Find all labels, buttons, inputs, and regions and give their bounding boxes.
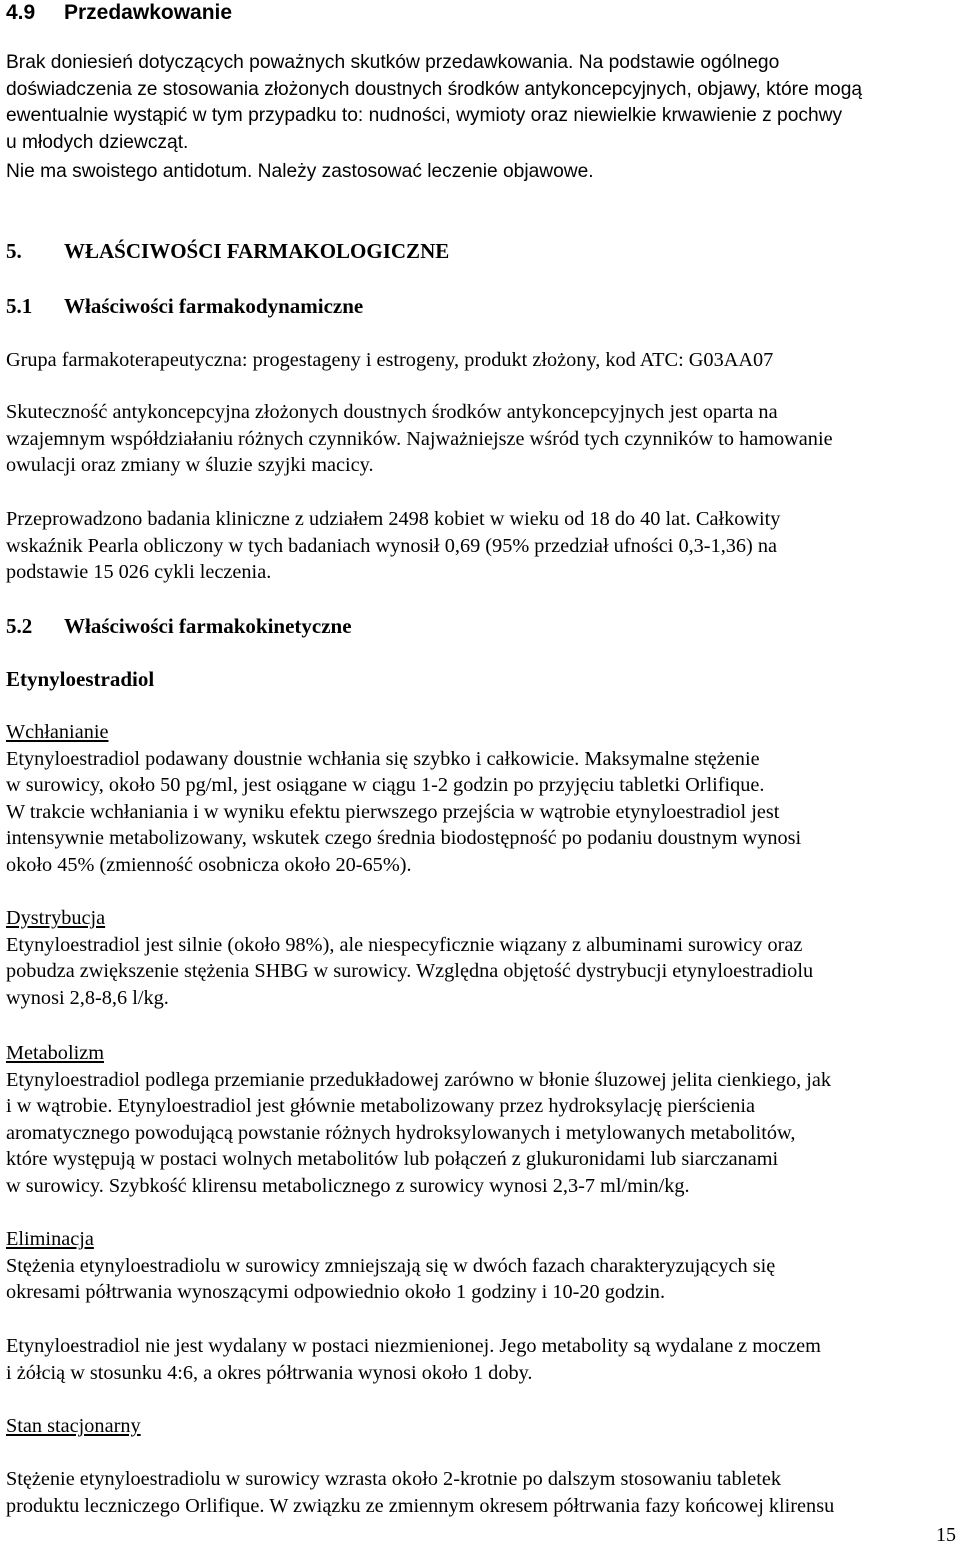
text-line: w surowicy. Szybkość klirensu metabolicznego z surowicy wynosi 2,3-7 ml/min/kg. [6, 1174, 690, 1197]
text-line: intensywnie metabolizowany, wskutek czego średnia biodostępność po podaniu doustnym wynosi [6, 827, 802, 850]
text-line: które występują w postaci wolnych metabolitów lub połączeń z glukuronidami lub siarczanami [6, 1148, 779, 1171]
text-line: okresami półtrwania wynoszącymi odpowiednio około 1 godziny i 10-20 godzin. [6, 1281, 666, 1304]
text-line: Skuteczność antykoncepcyjna złożonych doustnych środków antykoncepcyjnych jest oparta na [6, 401, 778, 423]
text-line: w surowicy, około 50 pg/ml, jest osiągane w ciągu 1-2 godzin po przyjęciu tabletki Orlifique. [6, 774, 765, 797]
text-line: Etynyloestradiol jest silnie (około 98%), ale niespecyficznie wiązany z albuminami surowicy oraz [6, 933, 803, 956]
text-line: u młodych dziewcząt. [6, 131, 189, 153]
metabolism-block [6, 1040, 954, 1200]
section-5-heading [6, 238, 449, 264]
text-line: pobudza zwiększenie stężenia SHBG w surowicy. Względna objętość dystrybucji etynyloestradiolu [6, 960, 814, 983]
metabolism-heading: Metabolizm [6, 1042, 104, 1064]
section-title: WŁAŚCIWOŚCI FARMAKOLOGICZNE [64, 239, 450, 263]
clinical-studies-paragraph [6, 506, 954, 586]
section-number: 5.1 [6, 294, 33, 318]
section-number: 5. [6, 239, 22, 263]
text-line: wskaźnik Pearla obliczony w tych badaniach wynosił 0,69 (95% przedział ufności 0,3-1,36) na [6, 534, 778, 557]
efficacy-paragraph [6, 399, 954, 479]
text-line: wzajemnym współdziałaniu różnych czynników. Najważniejsze wśród tych czynników to hamowanie [6, 427, 833, 450]
antidote-paragraph [6, 159, 954, 186]
text-line: Grupa farmakoterapeutyczna: progestageny i estrogeny, produkt złożony, kod ATC: G03AA07 [6, 349, 774, 371]
steady-state-heading: Stan stacjonarny [6, 1415, 141, 1437]
steady-state-heading-block [6, 1413, 954, 1440]
text-line: i w wątrobie. Etynyloestradiol jest głównie metabolizowany przez hydroksylację pierścienia [6, 1095, 756, 1118]
text-line: aromatycznego powodującą powstanie różnych hydroksylowanych i metylowanych metabolitów, [6, 1121, 796, 1144]
text-line: owulacji oraz zmiany w śluzie szyjki macicy. [6, 454, 374, 477]
substance-heading: Etynyloestradiol [6, 667, 155, 691]
section-5-1-heading [6, 293, 363, 319]
distribution-block [6, 905, 954, 1011]
overdose-paragraph [6, 50, 954, 156]
section-title: Przedawkowanie [64, 1, 233, 24]
text-line: produktu leczniczego Orlifique. W związku ze zmiennym okresem półtrwania fazy końcowej klirensu [6, 1494, 835, 1517]
text-line: podstawie 15 026 cykli leczenia. [6, 561, 272, 584]
section-4-9-heading [6, 0, 232, 26]
section-number: 5.2 [6, 614, 33, 638]
text-line: i żółcią w stosunku 4:6, a okres półtrwania wynosi około 1 doby. [6, 1361, 533, 1384]
absorption-block [6, 719, 954, 879]
text-line: Stężenie etynyloestradiolu w surowicy wzrasta około 2-krotnie po dalszym stosowaniu tabletek [6, 1468, 782, 1490]
absorption-heading: Wchłanianie [6, 721, 109, 743]
page-number: 15 [936, 1524, 956, 1546]
pharmacotherapeutic-group [6, 347, 954, 374]
elimination-excretion-paragraph [6, 1333, 954, 1386]
text-line: około 45% (zmienność osobnicza około 20-65%). [6, 853, 412, 876]
text-line: W trakcie wchłaniania i w wyniku efektu pierwszego przejścia w wątrobie etynyloestradiol jest [6, 800, 780, 823]
steady-state-paragraph [6, 1466, 954, 1519]
text-line: Etynyloestradiol nie jest wydalany w postaci niezmienionej. Jego metabolity są wydalane z moczem [6, 1335, 821, 1357]
text-line: Nie ma swoistego antidotum. Należy zastosować leczenie objawowe. [6, 161, 594, 182]
text-line: wynosi 2,8-8,6 l/kg. [6, 986, 169, 1009]
section-5-2-heading [6, 613, 352, 639]
text-line: Przeprowadzono badania kliniczne z udziałem 2498 kobiet w wieku od 18 do 40 lat. Całkowity [6, 508, 781, 530]
text-line: Etynyloestradiol podawany doustnie wchłania się szybko i całkowicie. Maksymalne stężenie [6, 747, 760, 770]
text-line: doświadczenia ze stosowania złożonych doustnych środków antykoncepcyjnych, objawy, które mogą [6, 78, 863, 100]
section-title: Właściwości farmakodynamiczne [64, 294, 364, 318]
distribution-heading: Dystrybucja [6, 907, 106, 929]
elimination-heading: Eliminacja [6, 1228, 94, 1250]
text-line: Etynyloestradiol podlega przemianie przedukładowej zarówno w błonie śluzowej jelita cienkiego, jak [6, 1068, 832, 1091]
section-title: Właściwości farmakokinetyczne [64, 614, 352, 638]
text-line: Brak doniesień dotyczących poważnych skutków przedawkowania. Na podstawie ogólnego [6, 52, 780, 73]
elimination-block [6, 1226, 954, 1306]
text-line: ewentualnie wystąpić w tym przypadku to: nudności, wymioty oraz niewielkie krwawienie z pochwy [6, 105, 843, 127]
section-number: 4.9 [6, 1, 36, 24]
text-line: Stężenia etynyloestradiolu w surowicy zmniejszają się w dwóch fazach charakteryzujących się [6, 1254, 776, 1277]
